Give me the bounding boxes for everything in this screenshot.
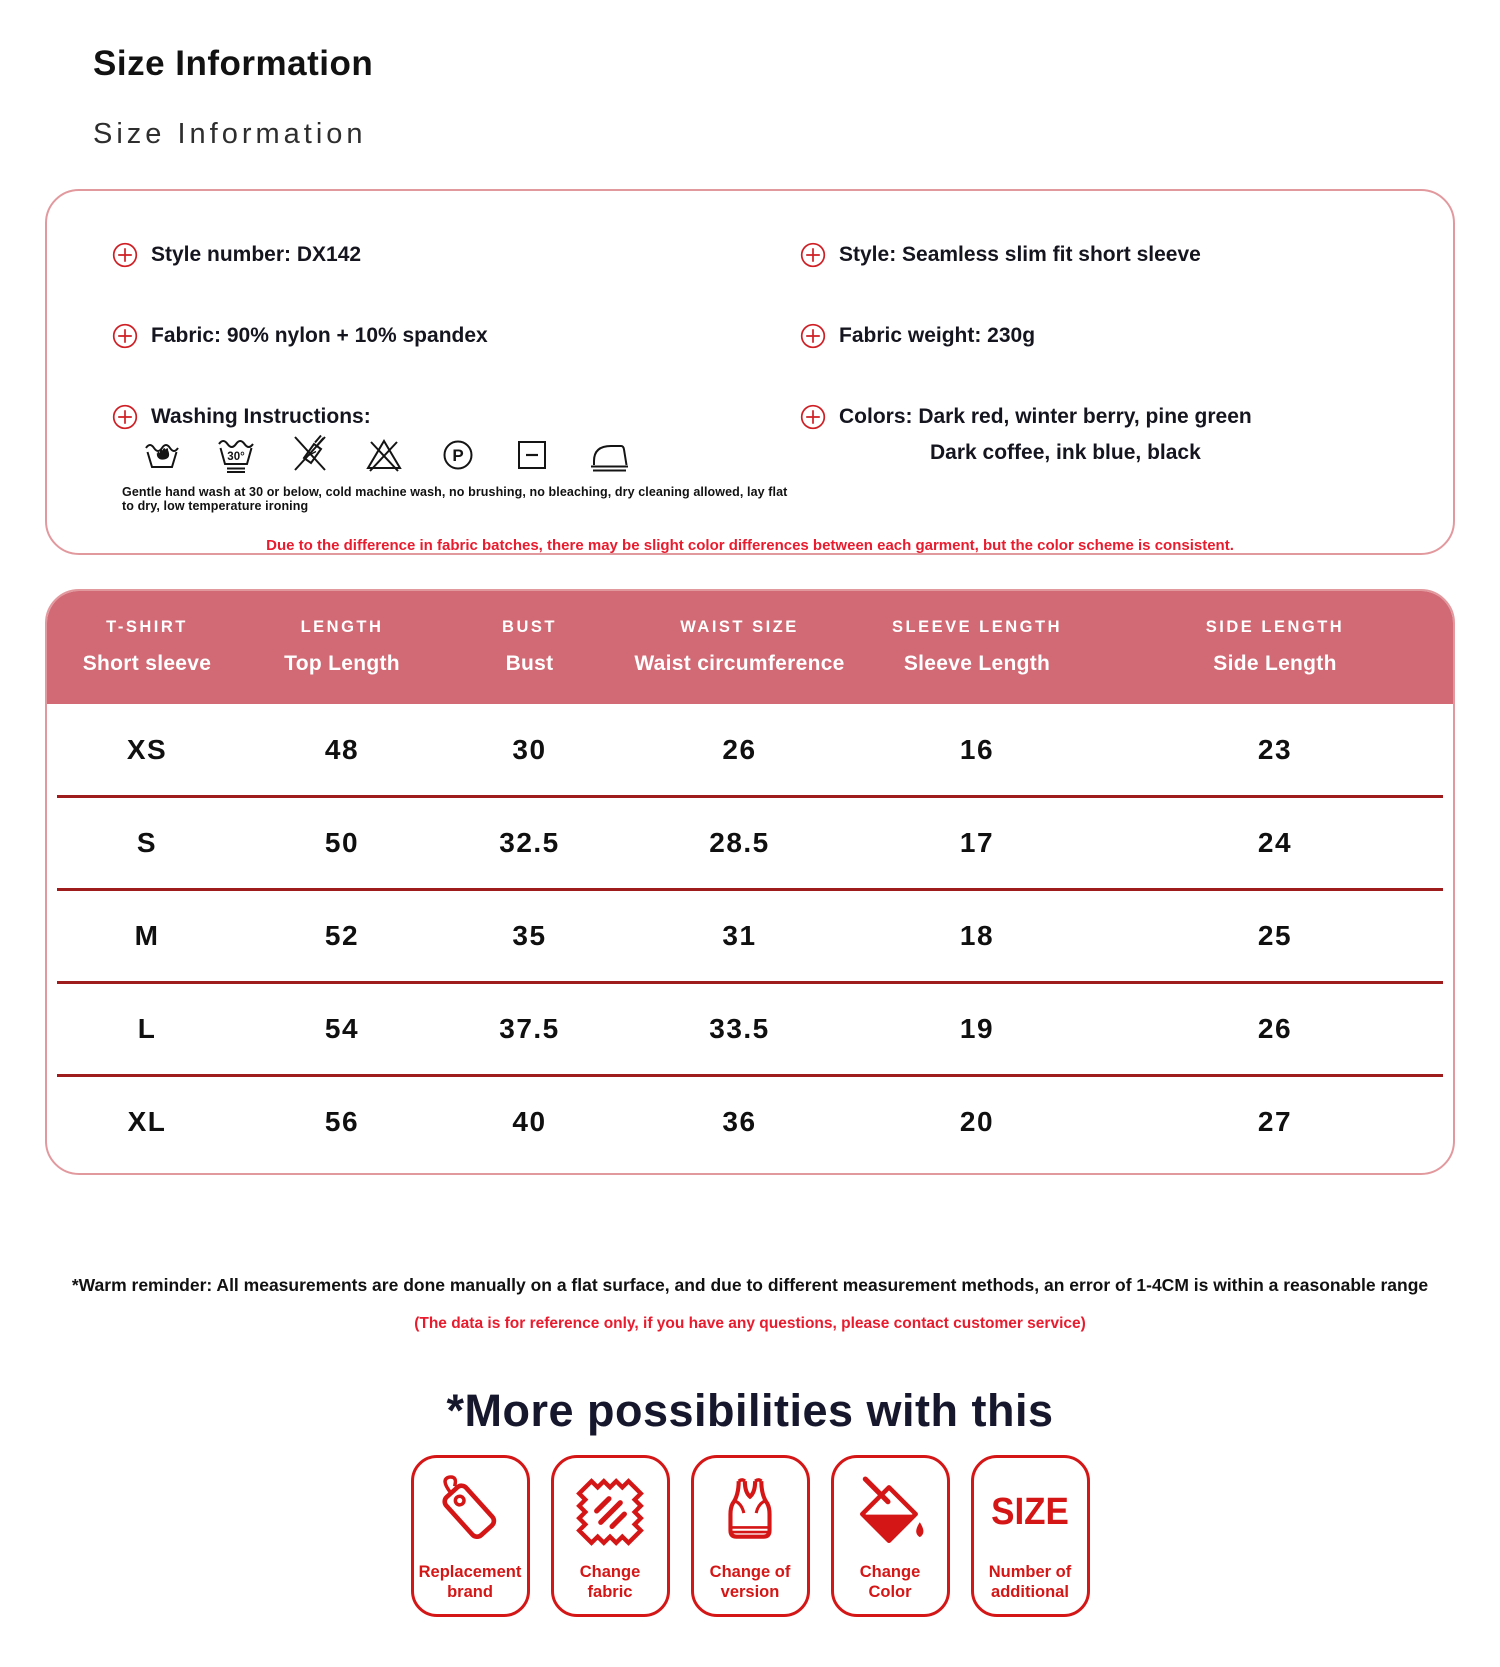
product-info-left-column [112, 241, 800, 513]
svg-text:P: P [452, 446, 464, 465]
size-value-cell: 25 [1257, 920, 1293, 951]
sports-bra-icon [713, 1474, 787, 1550]
size-row-xl [47, 1077, 1453, 1167]
washing-instructions-item [112, 403, 800, 431]
product-info-right-column [800, 241, 1433, 513]
change-fabric-card [551, 1455, 670, 1617]
size-value-cell: 19 [959, 1013, 995, 1044]
col-header-sleeve: SLEEVE LENGTH Sleeve Length [891, 618, 1063, 675]
low-temp-iron-icon [584, 433, 632, 475]
size-value-cell: 27 [1257, 1106, 1293, 1137]
washing-icons-row [140, 431, 800, 475]
style-item [800, 241, 1433, 269]
size-value-cell: 20 [959, 1106, 995, 1137]
size-value-cell: 33.5 [709, 1013, 770, 1044]
more-possibilities-heading: *More possibilities with this [446, 1385, 1054, 1436]
size-label-cell: XS [126, 734, 168, 765]
size-value-cell: 40 [512, 1106, 547, 1137]
replacement-brand-card [411, 1455, 530, 1617]
plus-circle-icon [800, 404, 826, 430]
style-number-text: Style number: DX142 [151, 243, 362, 266]
machine-wash-30-icon [214, 433, 258, 475]
page-title: Size Information [93, 44, 374, 83]
size-value-cell: 23 [1257, 734, 1293, 765]
no-bleaching-icon [362, 433, 406, 475]
size-table-header [47, 591, 1453, 704]
size-table-body [47, 704, 1453, 1173]
size-table [45, 589, 1455, 1175]
card-label: Number of additional [988, 1563, 1072, 1601]
size-value-cell: 26 [1257, 1013, 1293, 1044]
additional-size-card [971, 1455, 1090, 1617]
service-cards-row [0, 1455, 1500, 1667]
card-label: Change Color [859, 1563, 921, 1601]
size-value-cell: 28.5 [709, 827, 770, 858]
size-value-cell: 52 [324, 920, 360, 951]
fabric-weight-text: Fabric weight: 230g [839, 324, 1036, 347]
col-header-tshirt: T-SHIRT Short sleeve [82, 618, 212, 675]
size-value-cell: 26 [722, 734, 757, 765]
size-value-cell: 24 [1257, 827, 1293, 858]
colors-item [800, 403, 1433, 431]
size-value-cell: 30 [512, 734, 547, 765]
size-value-cell: 36 [722, 1106, 757, 1137]
dry-clean-allowed-icon [436, 433, 480, 475]
size-label-cell: L [137, 1013, 157, 1044]
plus-circle-icon [112, 404, 138, 430]
fabric-swatch-icon [573, 1474, 647, 1550]
paint-fill-icon [853, 1474, 927, 1550]
size-label-cell: M [134, 920, 160, 951]
reference-note: (The data is for reference only, if you have any questions, please contact customer service) [414, 1315, 1086, 1332]
fabric-item [112, 322, 800, 350]
size-value-cell: 17 [959, 827, 995, 858]
size-value-cell: 16 [959, 734, 995, 765]
product-info-box [45, 189, 1455, 555]
lay-flat-dry-icon [510, 433, 554, 475]
change-color-card [831, 1455, 950, 1617]
size-value-cell: 31 [722, 920, 757, 951]
card-label: Replacement brand [418, 1563, 522, 1601]
plus-circle-icon [112, 242, 138, 268]
hand-wash-icon [140, 433, 184, 475]
washing-caption: Gentle hand wash at 30 or below, cold machine wash, no brushing, no bleaching, dry cleaning allowed, lay flat to dry, low temperature ironing [122, 485, 788, 513]
size-letters-icon: SIZE [991, 1490, 1069, 1533]
size-value-cell: 18 [959, 920, 995, 951]
svg-text:30°: 30° [227, 451, 245, 463]
card-label: Change fabric [579, 1563, 641, 1601]
price-tag-icon [433, 1474, 507, 1550]
no-brushing-icon [288, 433, 332, 475]
col-header-waist: WAIST SIZE Waist circumference [634, 618, 845, 675]
size-label-cell: XL [127, 1106, 167, 1137]
style-number-item [112, 241, 800, 269]
fabric-text: Fabric: 90% nylon + 10% spandex [151, 324, 488, 347]
style-text: Style: Seamless slim fit short sleeve [839, 243, 1201, 266]
plus-circle-icon [112, 323, 138, 349]
size-row-l [47, 984, 1453, 1074]
colors-text-line2: Dark coffee, ink blue, black [930, 441, 1201, 464]
page-subtitle: Size Information [93, 118, 367, 150]
warm-reminder-note: *Warm reminder: All measurements are done manually on a flat surface, and due to different measurement methods, an error of 1-4CM is within a reasonable range [71, 1275, 1429, 1295]
plus-circle-icon [800, 242, 826, 268]
plus-circle-icon [800, 323, 826, 349]
size-value-cell: 48 [324, 734, 360, 765]
size-value-cell: 32.5 [499, 827, 560, 858]
size-value-cell: 56 [324, 1106, 360, 1137]
size-value-cell: 50 [324, 827, 360, 858]
card-label: Change of version [709, 1563, 791, 1601]
size-value-cell: 37.5 [499, 1013, 560, 1044]
size-value-cell: 54 [324, 1013, 360, 1044]
fabric-weight-item [800, 322, 1433, 350]
size-row-xs [47, 705, 1453, 795]
size-value-cell: 35 [512, 920, 547, 951]
change-version-card [691, 1455, 810, 1617]
col-header-bust: BUST Bust [502, 618, 557, 675]
col-header-length: LENGTH Top Length [284, 618, 400, 675]
size-row-s [47, 798, 1453, 888]
washing-instructions-text: Washing Instructions: [151, 405, 371, 428]
col-header-side: SIDE LENGTH Side Length [1205, 618, 1345, 675]
size-label-cell: S [136, 827, 158, 858]
colors-text: Colors: Dark red, winter berry, pine green [839, 405, 1252, 428]
size-row-m [47, 891, 1453, 981]
product-info-grid [47, 191, 1453, 513]
batch-color-note: Due to the difference in fabric batches, there may be slight color differences between each garment, but the color scheme is consistent. [266, 537, 1234, 554]
